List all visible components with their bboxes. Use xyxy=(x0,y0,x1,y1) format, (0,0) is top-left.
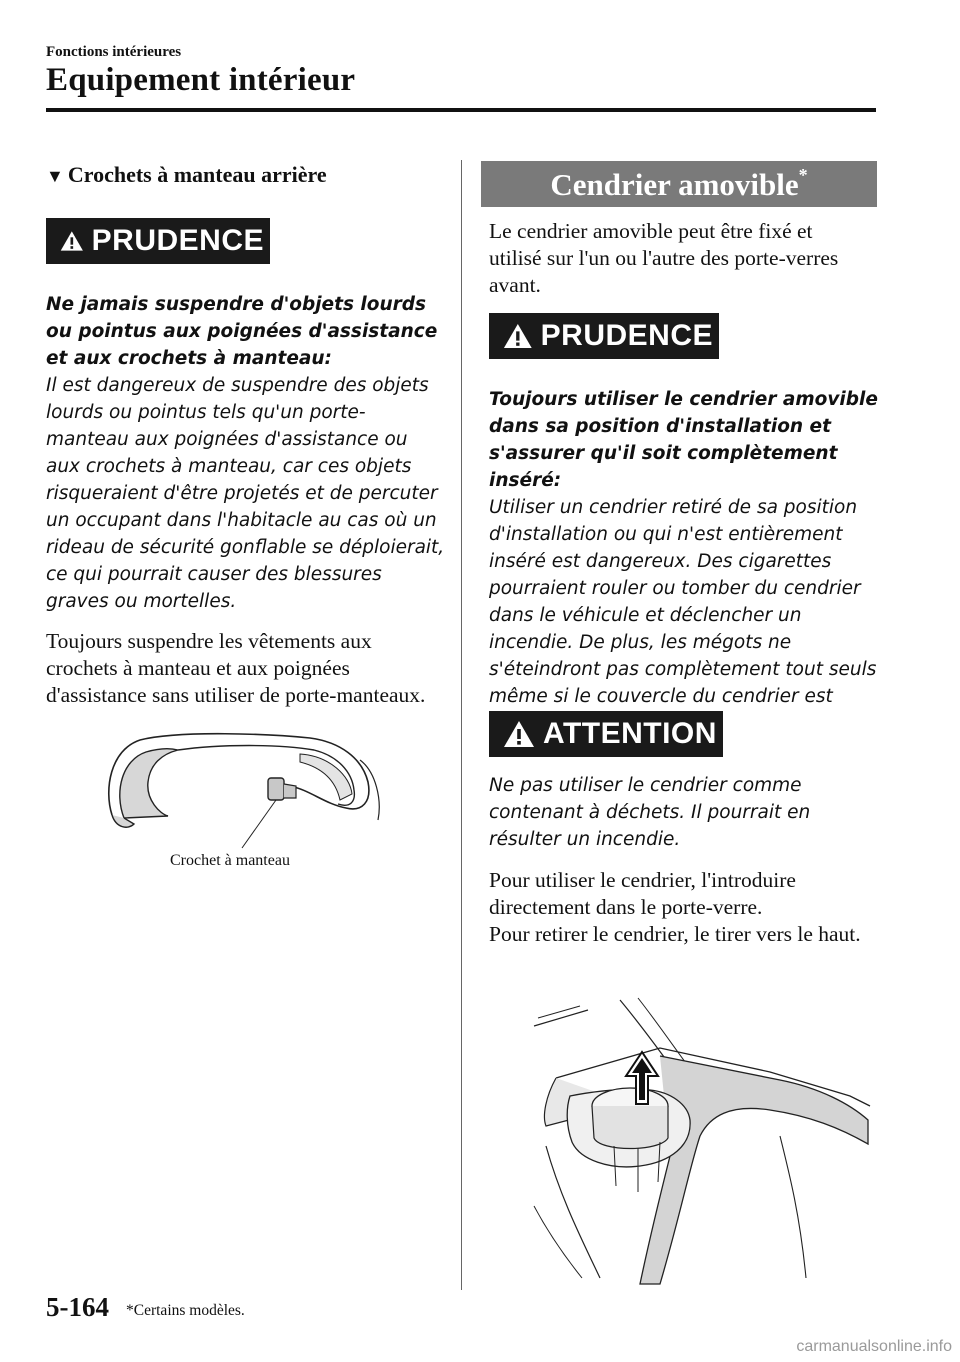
watermark: carmanualsonline.info xyxy=(796,1338,952,1355)
title-divider xyxy=(46,108,876,112)
prudence-label: PRUDENCE xyxy=(540,319,713,352)
column-divider xyxy=(461,160,462,1290)
usage-text xyxy=(489,867,869,948)
heading-text: Cendrier amovible xyxy=(550,167,799,202)
prudence-badge-right xyxy=(489,313,719,359)
page-title: Equipement intérieur xyxy=(46,62,356,98)
section-label: Fonctions intérieures xyxy=(46,44,182,60)
subheading-text: Crochets à manteau arrière xyxy=(67,162,327,187)
usage-insert-text: Pour utiliser le cendrier, l'introduire directement dans le porte-verre. xyxy=(489,868,796,919)
warning-text: Il est dangereux de suspendre des objets lourds ou pointus tels qu'un porte-manteau aux poignées d'assistance ou aux crochets à manteau, car ces objets risqueraient d'être projetés et de percuter un occupant dans l'habitacle au cas où un rideau de sécurité gonflable se déploierait, ce qui pourrait causer des blessures graves ou mortelles. xyxy=(46,375,445,612)
intro-text: Le cendrier amovible peut être fixé et utilisé sur l'un ou l'autre des porte-verres avant. xyxy=(489,219,839,297)
warning-triangle-icon xyxy=(60,227,84,255)
warning-triangle-icon xyxy=(503,720,535,748)
attention-badge xyxy=(489,711,723,757)
coat-hook-illustration xyxy=(100,720,400,850)
prudence-label: PRUDENCE xyxy=(91,224,264,257)
prudence-text: Utiliser un cendrier retiré de sa position d'installation ou qui n'est entièrement inséré est dangereux. Des cigarettes pourraient rouler ou tomber du cendrier dans le véhicule et déclencher un incendie. De plus, les mégots ne s'éteindront pas complètement tout seuls même si le couvercle du cendrier est xyxy=(489,497,877,707)
warning-triangle-icon xyxy=(503,322,533,350)
left-body-text: Toujours suspendre les vêtements aux crochets à manteau et aux poignées d'assistance sans utiliser de porte-manteaux. xyxy=(46,629,426,707)
subheading xyxy=(46,162,327,188)
footnote: *Certains modèles. xyxy=(126,1302,245,1319)
down-triangle-icon: ▼ xyxy=(46,166,64,186)
section-heading-cendrier xyxy=(481,161,877,207)
prudence-badge-left xyxy=(46,218,270,264)
ashtray-illustration xyxy=(520,996,880,1286)
heading-asterisk: * xyxy=(798,165,808,185)
prudence-block-right xyxy=(489,386,879,737)
warning-bold-text: Ne jamais suspendre d'objets lourds ou pointus aux poignées d'assistance et aux crochets à manteau: xyxy=(46,294,438,369)
usage-remove-text: Pour retirer le cendrier, le tirer vers le haut. xyxy=(489,922,861,946)
warning-block-left xyxy=(46,291,446,615)
figure-caption: Crochet à manteau xyxy=(170,852,290,869)
attention-label: ATTENTION xyxy=(543,717,717,750)
page-number: 5-164 xyxy=(46,1292,109,1322)
prudence-bold-text: Toujours utiliser le cendrier amovible dans sa position d'installation et s'assurer qu'il soit complètement inséré: xyxy=(489,389,878,491)
attention-text: Ne pas utiliser le cendrier comme contenant à déchets. Il pourrait en résulter un incendie. xyxy=(489,775,811,850)
